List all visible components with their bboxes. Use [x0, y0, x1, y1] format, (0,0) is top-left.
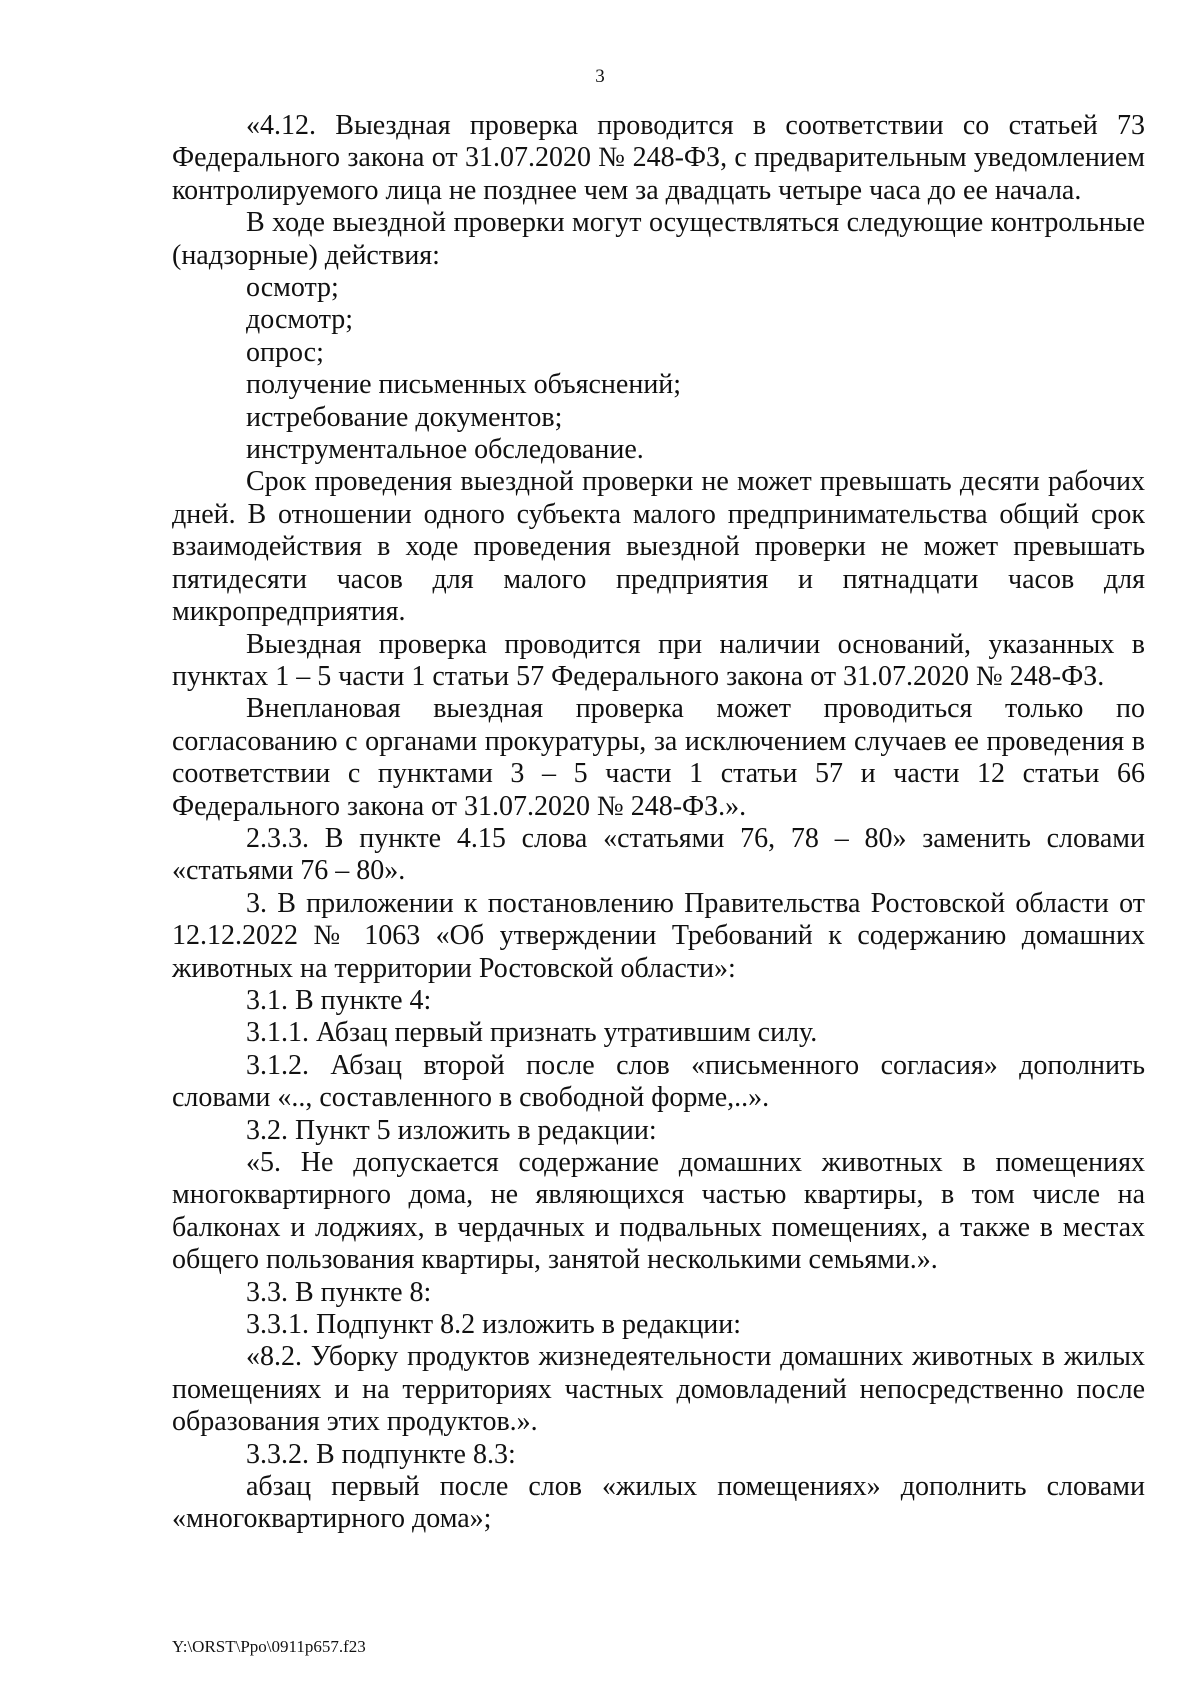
paragraph-2-3-3: 2.3.3. В пункте 4.15 слова «статьями 76, 78 – 80» заменить словами «статьями 76 – 80». [172, 822, 1145, 887]
paragraph-3: 3. В приложении к постановлению Правительства Ростовской области от 12.12.2022 № 1063 «Об утверждении Требований к содержанию домашних животных на территории Ростовской области»: [172, 887, 1145, 984]
footer-file-path: Y:\ORST\Ppo\0911p657.f23 [172, 1637, 366, 1656]
paragraph-4-12-intro: «4.12. Выездная проверка проводится в соответствии со статьей 73 Федерального закона от 31.07.2020 № 248-ФЗ, с предварительным уведомлением контролируемого лица не позднее чем за двадцать четыре часа до ее начала. [172, 110, 1145, 206]
paragraph-3-1-1: 3.1.1. Абзац первый признать утратившим силу. [246, 1017, 818, 1049]
paragraph-3-2: 3.2. Пункт 5 изложить в редакции: [246, 1114, 657, 1146]
paragraph-3-3-1: 3.3.1. Подпункт 8.2 изложить в редакции: [246, 1309, 742, 1341]
paragraph-point-8-2-text: «8.2. Уборку продуктов жизнедеятельности домашних животных в жилых помещениях и на территориях частных домовладений непосредственно после образования этих продуктов.». [172, 1341, 1145, 1438]
list-item-osmotr: осмотр; [246, 272, 339, 304]
paragraph-point-5-text: «5. Не допускается содержание домашних животных в помещениях многоквартирного дома, не являющихся частью квартиры, в том числе на балконах и лоджиях, в чердачных и подвальных помещениях, а также в местах общего пользования квартиры, занятой несколькими семьями.». [172, 1147, 1145, 1276]
list-item-written-explanations: получение письменных объяснений; [246, 369, 682, 401]
paragraph-3-3: 3.3. В пункте 8: [246, 1276, 432, 1308]
paragraph-8-3-first-abzac: абзац первый после слов «жилых помещениях» дополнить словами «многоквартирного дома»; [172, 1471, 1145, 1535]
page-number: 3 [595, 66, 605, 87]
paragraph-actions-intro: В ходе выездной проверки могут осуществляться следующие контрольные (надзорные) действия: [172, 207, 1145, 271]
paragraph-inspection-term: Срок проведения выездной проверки не может превышать десяти рабочих дней. В отношении одного субъекта малого предпринимательства общий срок взаимодействия в ходе проведения выездной проверки не может превышать пятидесяти часов для малого предприятия и пятнадцати часов для микропредприятия. [172, 466, 1145, 628]
list-item-documents-request: истребование документов; [246, 401, 563, 433]
paragraph-unscheduled-inspection: Внеплановая выездная проверка может проводиться только по согласованию с органами прокуратуры, за исключением случаев ее проведения в соответствии с пунктами 3 – 5 части 1 статьи 57 и части 12 статьи 66 Федерального закона от 31.07.2020 № 248-ФЗ.». [172, 693, 1145, 822]
paragraph-3-1-2: 3.1.2. Абзац второй после слов «письменного согласия» дополнить словами «.., составленного в свободной форме,..». [172, 1049, 1145, 1114]
list-item-dosmotr: досмотр; [246, 304, 354, 336]
list-item-instrumental-survey: инструментальное обследование. [246, 434, 644, 466]
document-body [172, 110, 1145, 1536]
list-item-opros: опрос; [246, 336, 324, 368]
paragraph-3-1: 3.1. В пункте 4: [246, 984, 432, 1016]
paragraph-3-3-2: 3.3.2. В подпункте 8.3: [246, 1438, 516, 1470]
paragraph-inspection-grounds: Выездная проверка проводится при наличии оснований, указанных в пунктах 1 – 5 части 1 статьи 57 Федерального закона от 31.07.2020 № 248-ФЗ. [172, 628, 1145, 692]
